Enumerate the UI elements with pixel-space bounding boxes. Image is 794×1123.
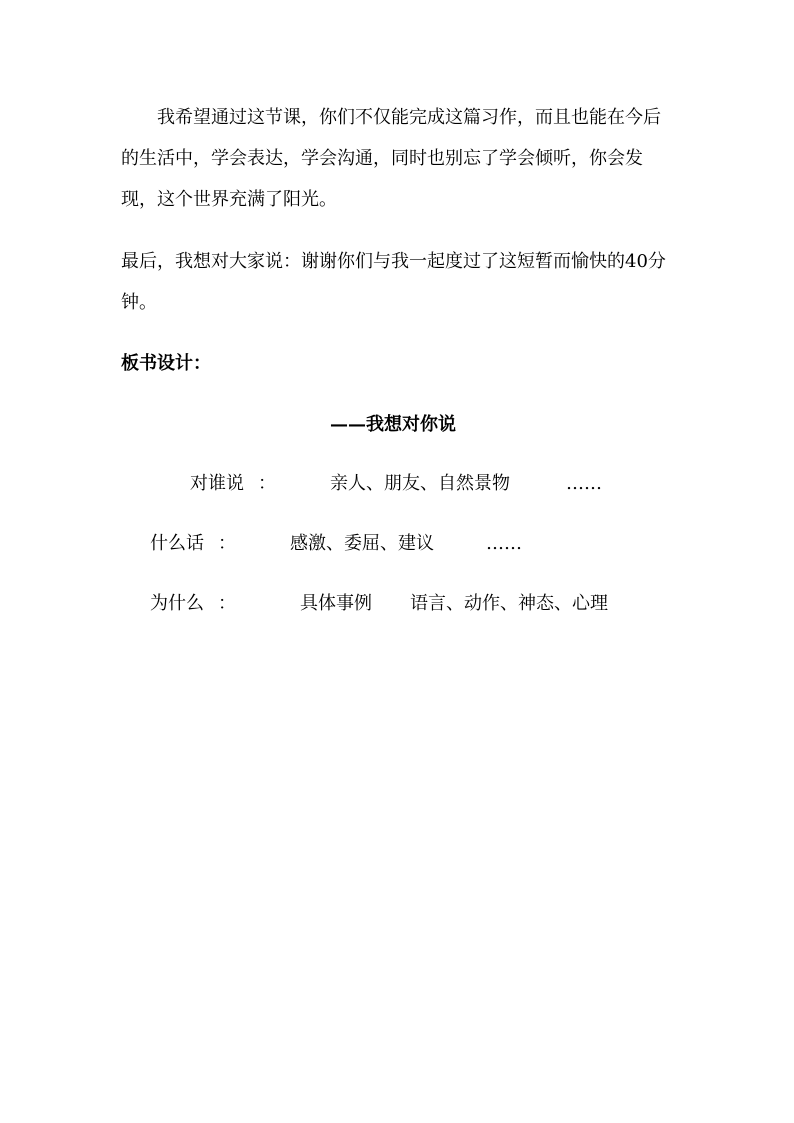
row-colon: ：	[218, 593, 236, 614]
row-label-what-words: 什么话	[150, 533, 204, 554]
row-label-to-whom: 对谁说	[190, 473, 244, 494]
row-colon: ：	[218, 533, 236, 554]
row-ellipsis: ……	[566, 473, 602, 494]
row-ellipsis: ……	[486, 533, 522, 554]
row-label-why: 为什么	[150, 593, 204, 614]
paragraph-closing-thanks: 最后，我想对大家说：谢谢你们与我一起度过了这短暂而愉快的40分钟。	[121, 251, 666, 313]
row-content-to-whom: 亲人、朋友、自然景物	[330, 473, 510, 494]
board-design-heading: 板书设计：	[121, 353, 211, 374]
board-subtitle: ——我想对你说	[330, 414, 456, 435]
row-content-what-words: 感激、委屈、建议	[290, 533, 434, 554]
row-content-why: 具体事例	[300, 593, 372, 614]
row-colon: ：	[258, 473, 276, 494]
row-content-why-details: 语言、动作、神态、心理	[410, 593, 608, 614]
paragraph-closing-hope: 我希望通过这节课，你们不仅能完成这篇习作，而且也能在今后的生活中，学会表达，学会沟通，同时也别忘了学会倾听，你会发现，这个世界充满了阳光。	[121, 107, 661, 210]
